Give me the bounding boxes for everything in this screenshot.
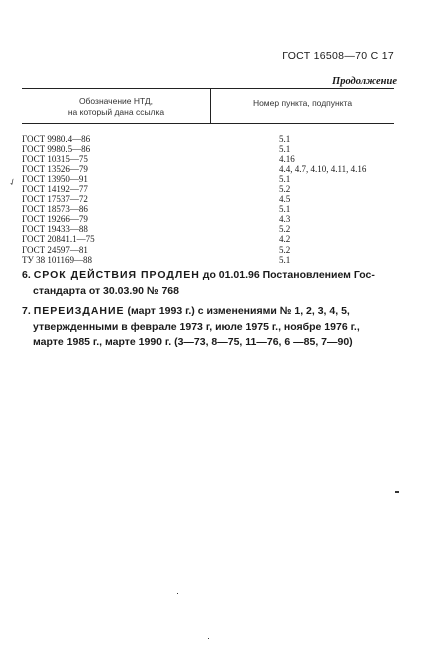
paragraph-text: (март 1993 г.) с изменениями № 1, 2, 3, 4, 5,: [124, 305, 350, 317]
standard-code: ГОСТ 24597—81: [22, 244, 88, 255]
standard-code: ТУ 38 101169—88: [22, 254, 93, 265]
standard-code: ГОСТ 9980.4—86: [22, 134, 91, 144]
column-header-document-line1: Обозначение НТД,: [78, 96, 154, 106]
paragraph-lead: ПЕРЕИЗДАНИЕ: [33, 305, 125, 317]
table-row: [22, 144, 394, 154]
scan-speck: [395, 491, 399, 493]
table-row: [22, 174, 394, 184]
standard-code: ГОСТ 13526—79: [22, 164, 88, 175]
table-row: [22, 194, 394, 204]
column-header-document: [22, 89, 211, 123]
clause-number: 5.2: [279, 244, 291, 255]
clause-number: 5.1: [279, 204, 291, 215]
standard-code: ГОСТ 19266—79: [22, 214, 88, 225]
continuation-label: Продолжение: [332, 76, 397, 87]
table-row: [22, 214, 394, 224]
page-header: ГОСТ 16508—70 С 17: [282, 50, 394, 62]
standard-code: ГОСТ 19433—88: [22, 224, 88, 235]
clause-number: 5.2: [279, 224, 291, 235]
table-row: [22, 134, 394, 144]
table-row: [22, 234, 394, 244]
clause-number: 5.1: [279, 134, 291, 144]
table-header: [22, 88, 394, 124]
table-row: [22, 245, 394, 255]
standard-code: ГОСТ 13950—91: [22, 174, 88, 185]
table-body: [22, 124, 394, 265]
column-header-document-line2: на который дана ссылка: [67, 107, 165, 117]
margin-check-mark-icon: ✓: [7, 175, 19, 189]
clause-number: 4.16: [279, 154, 295, 165]
paragraph-text: утвержденными в феврале 1973 г, июле 1975 г., ноябре 1976 г.,: [33, 320, 360, 333]
standard-code: ГОСТ 18573—86: [22, 204, 88, 215]
clause-number: 4.5: [279, 194, 291, 205]
paragraph-validity: [22, 268, 402, 299]
paragraph-number: 6.: [22, 269, 31, 281]
column-header-clause: Номер пункта, подпункта: [252, 98, 353, 108]
table-row: [22, 154, 394, 164]
clause-number: 5.1: [279, 174, 291, 185]
table-row: [22, 164, 394, 174]
paragraph-lead: СРОК ДЕЙСТВИЯ ПРОДЛЕН: [33, 269, 200, 281]
paragraph-text: до 01.01.96 Постановлением Гос-: [199, 269, 375, 281]
clause-number: 5.2: [279, 184, 291, 195]
paragraph-text: марте 1985 г., марте 1990 г. (3—73, 8—75, 11—76, 6 —85, 7—90): [33, 336, 353, 348]
standard-code: ГОСТ 14192—77: [22, 184, 88, 195]
scan-speck: [208, 638, 209, 639]
standard-code: ГОСТ 20841.1—75: [22, 234, 95, 245]
clause-number: 4.2: [279, 234, 291, 245]
scan-speck: [177, 593, 178, 594]
standard-code: ГОСТ 17537—72: [22, 194, 88, 205]
table-row: [22, 184, 394, 194]
clause-number: 4.3: [279, 214, 291, 225]
clause-number: 4.4, 4.7, 4.10, 4.11, 4.16: [279, 164, 367, 175]
table-row: [22, 255, 394, 265]
clause-number: 5.1: [279, 254, 291, 265]
paragraph-number: 7.: [22, 305, 31, 317]
standard-code: ГОСТ 10315—75: [22, 154, 88, 165]
clause-number: 5.1: [279, 144, 291, 155]
table-row: [22, 224, 394, 234]
reference-table: [22, 88, 394, 265]
standard-code: ГОСТ 9980.5—86: [22, 144, 91, 155]
paragraph-text: стандарта от 30.03.90 № 768: [33, 284, 179, 297]
paragraph-reissue: [22, 304, 402, 351]
table-row: [22, 204, 394, 214]
